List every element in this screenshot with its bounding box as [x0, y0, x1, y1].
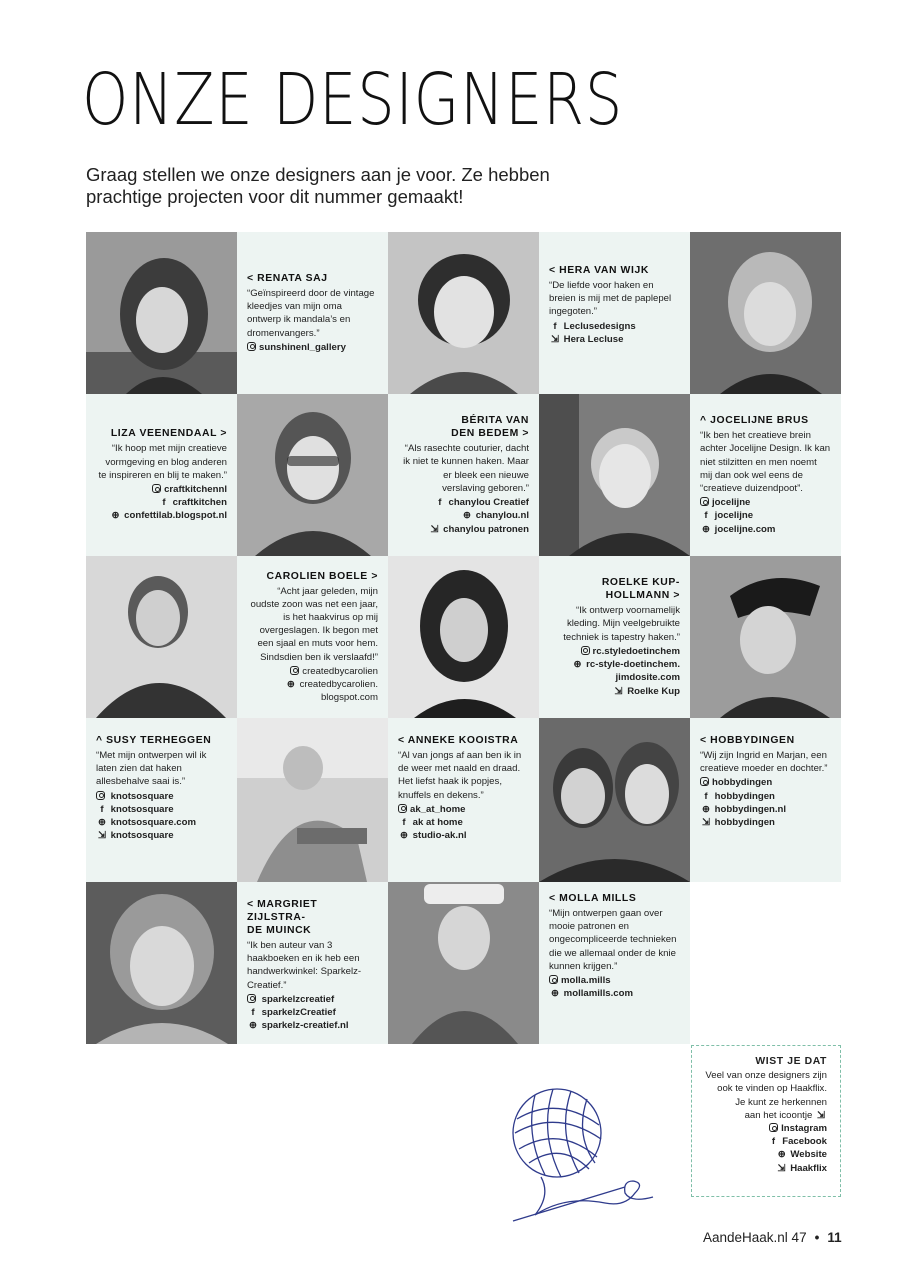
- facebook-icon: f: [771, 1136, 776, 1148]
- instagram-icon: [769, 1123, 778, 1132]
- facebook-link[interactable]: f hobbydingen: [700, 790, 831, 803]
- wist-je-dat-box: WIST JE DAT Veel van onze designers zijn ook te vinden op Haakflix. Je kunt ze herkennen aan het icoontje ⇲ Instagram f Facebook ⊕ Website ⇲ Haakflix: [691, 1045, 841, 1197]
- instagram-link[interactable]: knotsosquare: [96, 790, 227, 803]
- instagram-icon: [96, 791, 105, 800]
- instagram-link[interactable]: sparkelzcreatief: [247, 993, 378, 1006]
- haakflix-icon: ⇲: [701, 817, 711, 829]
- bio-anneke-kooistra: < ANNEKE KOOISTRA “Al van jongs af aan ben ik in de weer met naald en draad. Het liefst haak ik popjes, knuffels en dekens.” ak_at_home f ak at home ⊕ studio-ak.nl: [388, 718, 539, 882]
- globe-icon: ⊕: [462, 510, 472, 522]
- photo-hera-van-wijk: [388, 232, 539, 394]
- page-number: 11: [827, 1230, 842, 1245]
- instagram-icon: [700, 497, 709, 506]
- website-link[interactable]: ⊕ knotsosquare.com: [97, 817, 196, 829]
- legend-website: ⊕ Website: [777, 1149, 827, 1161]
- facebook-icon: f: [251, 1007, 255, 1019]
- instagram-link[interactable]: hobbydingen: [700, 776, 831, 789]
- bio-susy-terheggen: ^ SUSY TERHEGGEN “Met mijn ontwerpen wil ik laten zien dat haken allesbehalve saai is.” knotsosquare f knotsosquare ⊕ knotsosquare.com ⇲ knotsosquare: [86, 718, 237, 882]
- bio-hera-van-wijk: < HERA VAN WIJK “De liefde voor haken en breien is mij met de paplepel ingegoten.” f Leclusedesigns ⇲ Hera Lecluse: [539, 232, 690, 394]
- haakflix-link[interactable]: ⇲ knotsosquare: [97, 830, 174, 842]
- website-link[interactable]: ⊕ jocelijne.com: [701, 523, 776, 535]
- instagram-link[interactable]: createdbycarolien: [247, 665, 378, 678]
- website-link-continued[interactable]: blogspot.com: [320, 692, 378, 704]
- globe-icon: ⊕: [248, 1020, 258, 1032]
- haakflix-icon: ⇲: [614, 685, 623, 697]
- photo-berita-van-den-bedem: [539, 394, 690, 556]
- globe-icon: ⊕: [701, 523, 711, 535]
- designers-grid: [86, 232, 841, 1044]
- photo-jocelijne-brus: [690, 232, 841, 394]
- website-link[interactable]: ⊕ rc-style-doetinchem.: [573, 659, 680, 671]
- photo-carolien-boele: [86, 556, 237, 718]
- instagram-link[interactable]: molla.mills: [549, 974, 680, 987]
- globe-icon: ⊕: [286, 679, 295, 690]
- globe-icon: ⊕: [399, 830, 409, 842]
- globe-icon: ⊕: [550, 988, 560, 1000]
- bio-margriet-zijlstra: < MARGRIET ZIJLSTRA- DE MUINCK “Ik ben auteur van 3 haakboeken en ik heb een handwerkwinkel: Sparkelz-Creatief.” sparkelzcreatief f sparkelzCreatief ⊕ sparkelz-creatief.nl: [237, 882, 388, 1044]
- globe-icon: ⊕: [573, 659, 582, 671]
- website-link[interactable]: ⊕ studio-ak.nl: [399, 830, 467, 842]
- facebook-link[interactable]: f knotsosquare: [96, 803, 227, 816]
- bio-liza-veenendaal: LIZA VEENENDAAL > “Ik hoop met mijn creatieve vormgeving en blog anderen te inspireren en blij te maken.” craftkitchennl f craftkitchen ⊕ confettilab.blogspot.nl: [86, 394, 237, 556]
- instagram-icon: [581, 646, 590, 655]
- website-link-continued[interactable]: jimdosite.com: [615, 672, 680, 684]
- website-link[interactable]: ⊕ chanylou.nl: [462, 510, 529, 522]
- photo-margriet-zijlstra: [86, 882, 237, 1044]
- globe-icon: ⊕: [111, 510, 120, 522]
- photo-liza-veenendaal: [237, 394, 388, 556]
- bio-berita-van-den-bedem: BÉRITA VAN DEN BEDEM > “Als rasechte couturier, dacht ik niet te kunnen haken. Maar er bleek een nieuwe verslaving geboren.” f chanylou Creatief ⊕ chanylou.nl ⇲ chanylou patronen: [388, 394, 539, 556]
- photo-renata-saj: [86, 232, 237, 394]
- haakflix-link[interactable]: ⇲ Hera Lecluse: [550, 333, 624, 345]
- haakflix-icon: ⇲: [97, 830, 107, 842]
- instagram-icon: [247, 994, 256, 1003]
- instagram-icon: [290, 666, 299, 675]
- facebook-link[interactable]: f chanylou Creatief: [398, 496, 529, 509]
- website-link[interactable]: ⊕ mollamills.com: [550, 988, 633, 1000]
- bio-roelke-kup-hollmann: ROELKE KUP- HOLLMANN > “Ik ontwerp voornamelijk kleding. Mijn veelgebruikte techniek is tapestry haken.” rc.styledoetinchem ⊕ rc-style-doetinchem. jimdosite.com ⇲ Roelke Kup: [539, 556, 690, 718]
- facebook-icon: f: [553, 320, 557, 332]
- bio-renata-saj: < RENATA SAJ “Geïnspireerd door de vintage kleedjes van mijn oma ontwerp ik mandala’s en dromenvangers.” sunshinenl_gallery: [237, 232, 388, 394]
- footer-bullet: •: [814, 1230, 820, 1245]
- instagram-link[interactable]: ak_at_home: [398, 803, 529, 816]
- haakflix-icon: ⇲: [550, 333, 560, 345]
- globe-icon: ⊕: [777, 1149, 786, 1161]
- facebook-link[interactable]: f sparkelzCreatief: [247, 1006, 378, 1019]
- instagram-icon: [549, 975, 558, 984]
- website-link[interactable]: ⊕ sparkelz-creatief.nl: [248, 1020, 349, 1032]
- facebook-link[interactable]: f ak at home: [398, 816, 529, 829]
- photo-hobbydingen: [539, 718, 690, 882]
- legend-facebook: f Facebook: [698, 1135, 827, 1148]
- photo-molla-mills: [388, 882, 539, 1044]
- bio-jocelijne-brus: ^ JOCELIJNE BRUS “Ik ben het creatieve brein achter Jocelijne Design. Ik kan niet stilzitten en men noemt mij dan ook wel eens de “creatieve duizendpoot”. jocelijne f jocelijne ⊕ jocelijne.com: [690, 394, 841, 556]
- globe-icon: ⊕: [97, 817, 107, 829]
- legend-haakflix: ⇲ Haakflix: [777, 1162, 827, 1174]
- page-title: ONZE DESIGNERS: [82, 58, 624, 141]
- facebook-link[interactable]: f Leclusedesigns: [549, 320, 680, 333]
- instagram-link[interactable]: craftkitchennl: [96, 483, 227, 496]
- instagram-icon: [247, 342, 256, 351]
- instagram-link[interactable]: rc.styledoetinchem: [549, 645, 680, 658]
- haakflix-link[interactable]: ⇲ chanylou patronen: [430, 523, 529, 535]
- bio-hobbydingen: < HOBBYDINGEN “Wij zijn Ingrid en Marjan, een creatieve moeder en dochter.” hobbydingen f hobbydingen ⊕ hobbydingen.nl ⇲ hobbydingen: [690, 718, 841, 882]
- facebook-icon: f: [704, 510, 708, 522]
- yarn-ball-illustration: [505, 1075, 665, 1225]
- facebook-link[interactable]: f jocelijne: [700, 509, 831, 522]
- photo-jocelijne-profile: [690, 556, 841, 718]
- intro-text: Graag stellen we onze designers aan je voor. Ze hebben prachtige projecten voor dit nummer gemaakt!: [86, 164, 550, 207]
- instagram-link[interactable]: jocelijne: [700, 496, 831, 509]
- facebook-icon: f: [402, 817, 406, 829]
- photo-roelke-kup-hollmann: [388, 556, 539, 718]
- facebook-link[interactable]: f craftkitchen: [96, 496, 227, 509]
- haakflix-icon: ⇲: [430, 523, 439, 535]
- legend-instagram: Instagram: [698, 1122, 827, 1135]
- globe-icon: ⊕: [701, 803, 711, 815]
- instagram-icon: [152, 484, 161, 493]
- website-link[interactable]: ⊕ createdbycarolien.: [286, 679, 378, 690]
- photo-susy-terheggen: [237, 718, 388, 882]
- bio-carolien-boele: CAROLIEN BOELE > “Acht jaar geleden, mijn oudste zoon was net een jaar, is het haakvirus op mij overgeslagen. Ik begon met een sjaal en muts voor hem. Sindsdien ben ik verslaafd!” createdbycarolien ⊕ createdbycarolien. blogspot.com: [237, 556, 388, 718]
- haakflix-icon: ⇲: [777, 1162, 786, 1174]
- website-link[interactable]: ⊕ confettilab.blogspot.nl: [111, 510, 227, 522]
- instagram-icon: [700, 777, 709, 786]
- facebook-icon: f: [162, 497, 166, 509]
- haakflix-link[interactable]: ⇲ Roelke Kup: [614, 685, 680, 697]
- page-footer: [703, 1230, 842, 1245]
- website-link[interactable]: ⊕ hobbydingen.nl: [701, 803, 787, 815]
- facebook-icon: f: [704, 790, 708, 802]
- haakflix-icon: ⇲: [816, 1109, 826, 1121]
- bio-molla-mills: < MOLLA MILLS “Mijn ontwerpen gaan over mooie patronen en ongecompliceerde technieken die we allemaal onder de knie kunnen krijgen.” molla.mills ⊕ mollamills.com: [539, 882, 690, 1044]
- instagram-link[interactable]: sunshinenl_gallery: [247, 341, 378, 354]
- instagram-icon: [398, 804, 407, 813]
- facebook-icon: f: [438, 497, 442, 509]
- magazine-name: AandeHaak.nl 47: [703, 1230, 807, 1245]
- empty-cell: [690, 882, 841, 1044]
- haakflix-link[interactable]: ⇲ hobbydingen: [701, 817, 775, 829]
- facebook-icon: f: [100, 803, 104, 815]
